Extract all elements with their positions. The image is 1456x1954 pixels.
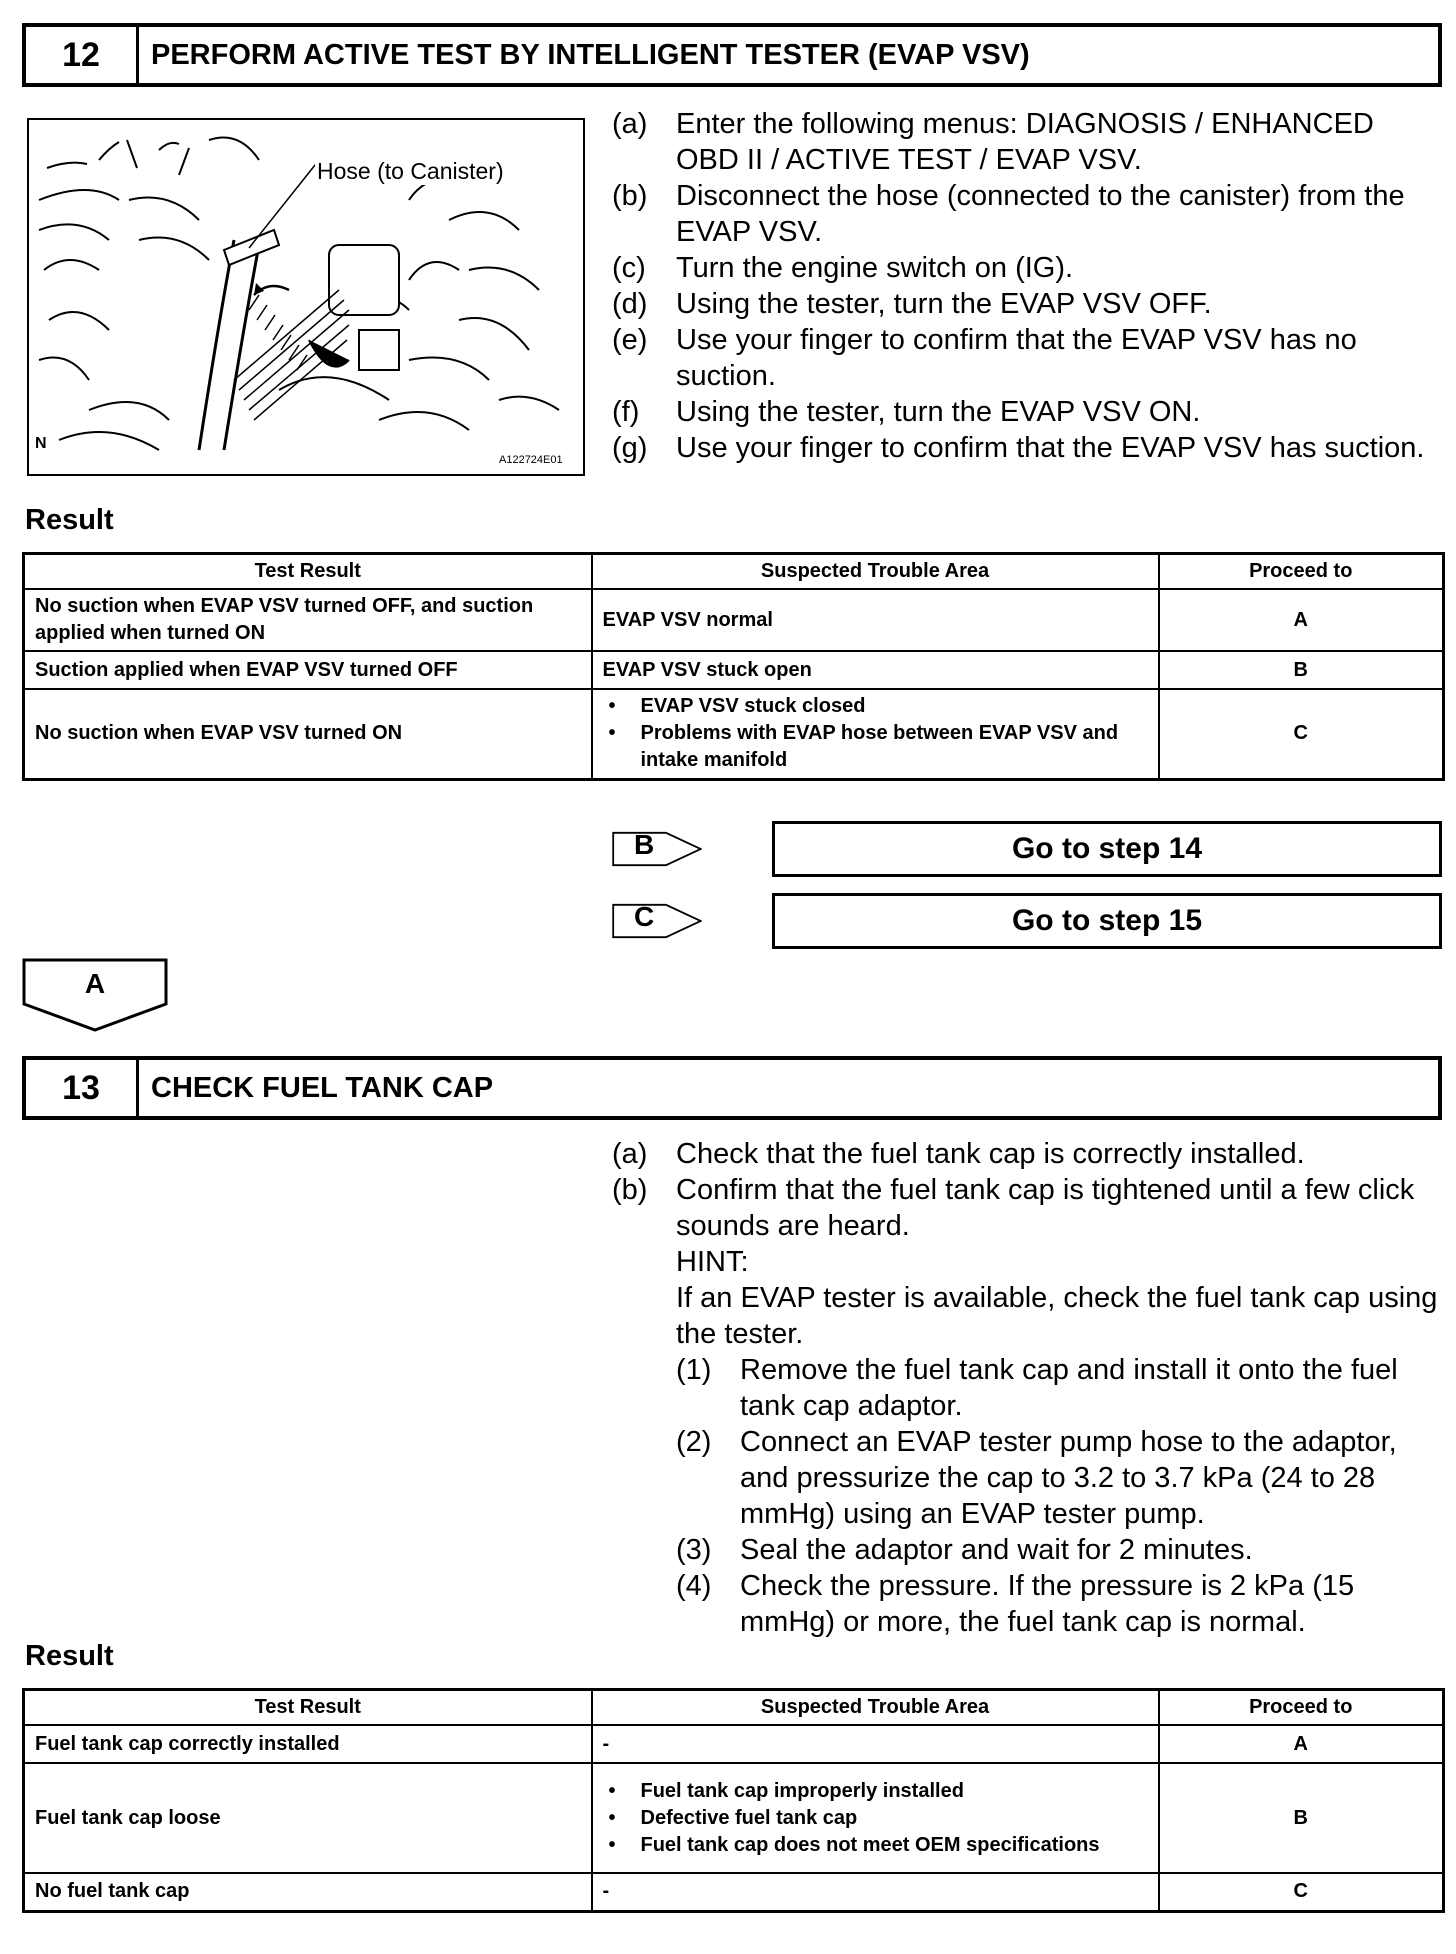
continue-a-marker (22, 958, 168, 1032)
hint-sub-steps (676, 1352, 1442, 1640)
test-result-cell: Fuel tank cap loose (24, 1763, 592, 1873)
proceed-to-cell: B (1159, 651, 1444, 689)
procedure-item: (b) Confirm that the fuel tank cap is tightened until a few click sounds are heard. HINT: If an EVAP tester is available, check the fuel tank cap using the tester. (1) Remove the fuel tank cap and install it onto the fuel tank cap adaptor. (2) Connect an EVAP tester pump hose to the adaptor, and pressurize the cap to 3.2 to 3.7 kPa (24 to 28 mmHg) using an EVAP tester pump. (3) Seal the adaptor and wait for 2 minutes. (4) Check the pressure. If the pressure is 2 kPa (15 mmHg) or more, the fuel tank cap is normal. (612, 1172, 1442, 1640)
step-12-result-table (22, 552, 1445, 781)
step-title: PERFORM ACTIVE TEST BY INTELLIGENT TESTER (EVAP VSV) (151, 38, 1030, 71)
header-test-result: Test Result (24, 1690, 592, 1726)
hose-callout: Hose (to Canister) (317, 158, 504, 184)
proceed-to-cell: C (1159, 1873, 1444, 1911)
table-header-row (24, 554, 1444, 590)
header-suspected-area: Suspected Trouble Area (592, 554, 1159, 590)
list-item: • Fuel tank cap does not meet OEM specifications (603, 1832, 1148, 1859)
sub-step-item: (3) Seal the adaptor and wait for 2 minutes. (676, 1534, 1253, 1566)
proceed-to-cell: A (1159, 1725, 1444, 1763)
result-label: Result (25, 504, 114, 536)
trouble-area-cell (592, 689, 1159, 779)
go-to-step-14-link[interactable]: Go to step 14 (772, 821, 1442, 877)
test-result-cell: No fuel tank cap (24, 1873, 592, 1911)
test-result-cell: Fuel tank cap correctly installed (24, 1725, 592, 1763)
branch-b-letter: B (634, 829, 655, 860)
procedure-item: (c) Turn the engine switch on (IG). (612, 252, 1074, 284)
step-12-procedure (612, 106, 1442, 466)
step-13-procedure (612, 1136, 1442, 1640)
header-test-result: Test Result (24, 554, 592, 590)
step-13-result-table (22, 1688, 1445, 1913)
test-result-cell: No suction when EVAP VSV turned OFF, and suction applied when turned ON (24, 589, 592, 651)
figure-corner-label: N (35, 435, 47, 452)
trouble-area-cell: - (592, 1725, 1159, 1763)
step-title: CHECK FUEL TANK CAP (151, 1071, 494, 1104)
step-12-header (22, 23, 1442, 87)
procedure-item: (f) Using the tester, turn the EVAP VSV ON. (612, 396, 1201, 428)
test-result-cell: No suction when EVAP VSV turned ON (24, 689, 592, 779)
header-suspected-area: Suspected Trouble Area (592, 1690, 1159, 1726)
branch-b-arrow-icon (612, 821, 702, 877)
result-label: Result (25, 1640, 114, 1672)
branch-c-letter: C (634, 901, 655, 932)
sub-step-item: (1) Remove the fuel tank cap and install it onto the fuel tank cap adaptor. (676, 1354, 1398, 1422)
sub-step-item: (2) Connect an EVAP tester pump hose to the adaptor, and pressurize the cap to 3.2 to 3.7 kPa (24 to 28 mmHg) using an EVAP tester pump. (676, 1426, 1397, 1530)
branch-c-arrow-icon (612, 893, 702, 949)
continue-letter: A (84, 968, 106, 999)
trouble-area-cell: - (592, 1873, 1159, 1911)
procedure-item: (b) Disconnect the hose (connected to the canister) from the EVAP VSV. (612, 180, 1405, 248)
figure-id: A122724E01 (499, 454, 563, 466)
procedure-item: (a) Enter the following menus: DIAGNOSIS / ENHANCED OBD II / ACTIVE TEST / EVAP VSV. (612, 108, 1374, 176)
trouble-area-list (603, 693, 1148, 774)
procedure-item: (d) Using the tester, turn the EVAP VSV OFF. (612, 288, 1212, 320)
table-row (24, 1725, 1444, 1763)
proceed-to-cell: C (1159, 689, 1444, 779)
table-row (24, 651, 1444, 689)
trouble-area-cell (592, 1763, 1159, 1873)
trouble-area-list (603, 1778, 1148, 1859)
sub-step-item: (4) Check the pressure. If the pressure is 2 kPa (15 mmHg) or more, the fuel tank cap is normal. (676, 1570, 1355, 1638)
procedure-item: (a) Check that the fuel tank cap is correctly installed. (612, 1138, 1305, 1170)
table-row (24, 1873, 1444, 1911)
branch-c-row (612, 893, 1442, 951)
list-item: • EVAP VSV stuck closed (603, 693, 1148, 720)
list-item: • Defective fuel tank cap (603, 1805, 1148, 1832)
table-row (24, 589, 1444, 651)
hint-label: HINT: (676, 1246, 749, 1278)
table-header-row (24, 1690, 1444, 1726)
proceed-to-cell: A (1159, 589, 1444, 651)
proceed-to-cell: B (1159, 1763, 1444, 1873)
list-item: • Fuel tank cap improperly installed (603, 1778, 1148, 1805)
list-item: • Problems with EVAP hose between EVAP VSV and intake manifold (603, 720, 1148, 774)
branch-b-row (612, 821, 1442, 879)
trouble-area-cell: EVAP VSV normal (592, 589, 1159, 651)
procedure-item: (g) Use your finger to confirm that the EVAP VSV has suction. (612, 432, 1425, 464)
evap-vsv-figure (27, 118, 585, 476)
header-proceed-to: Proceed to (1159, 554, 1444, 590)
procedure-item: (e) Use your finger to confirm that the EVAP VSV has no suction. (612, 324, 1357, 392)
trouble-area-cell: EVAP VSV stuck open (592, 651, 1159, 689)
go-to-step-15-link[interactable]: Go to step 15 (772, 893, 1442, 949)
step-13-header (22, 1056, 1442, 1120)
step-number: 13 (26, 1060, 139, 1116)
step-number: 12 (26, 27, 139, 83)
test-result-cell: Suction applied when EVAP VSV turned OFF (24, 651, 592, 689)
table-row (24, 1763, 1444, 1873)
table-row (24, 689, 1444, 779)
hint-text: If an EVAP tester is available, check the fuel tank cap using the tester. (676, 1282, 1438, 1350)
header-proceed-to: Proceed to (1159, 1690, 1444, 1726)
